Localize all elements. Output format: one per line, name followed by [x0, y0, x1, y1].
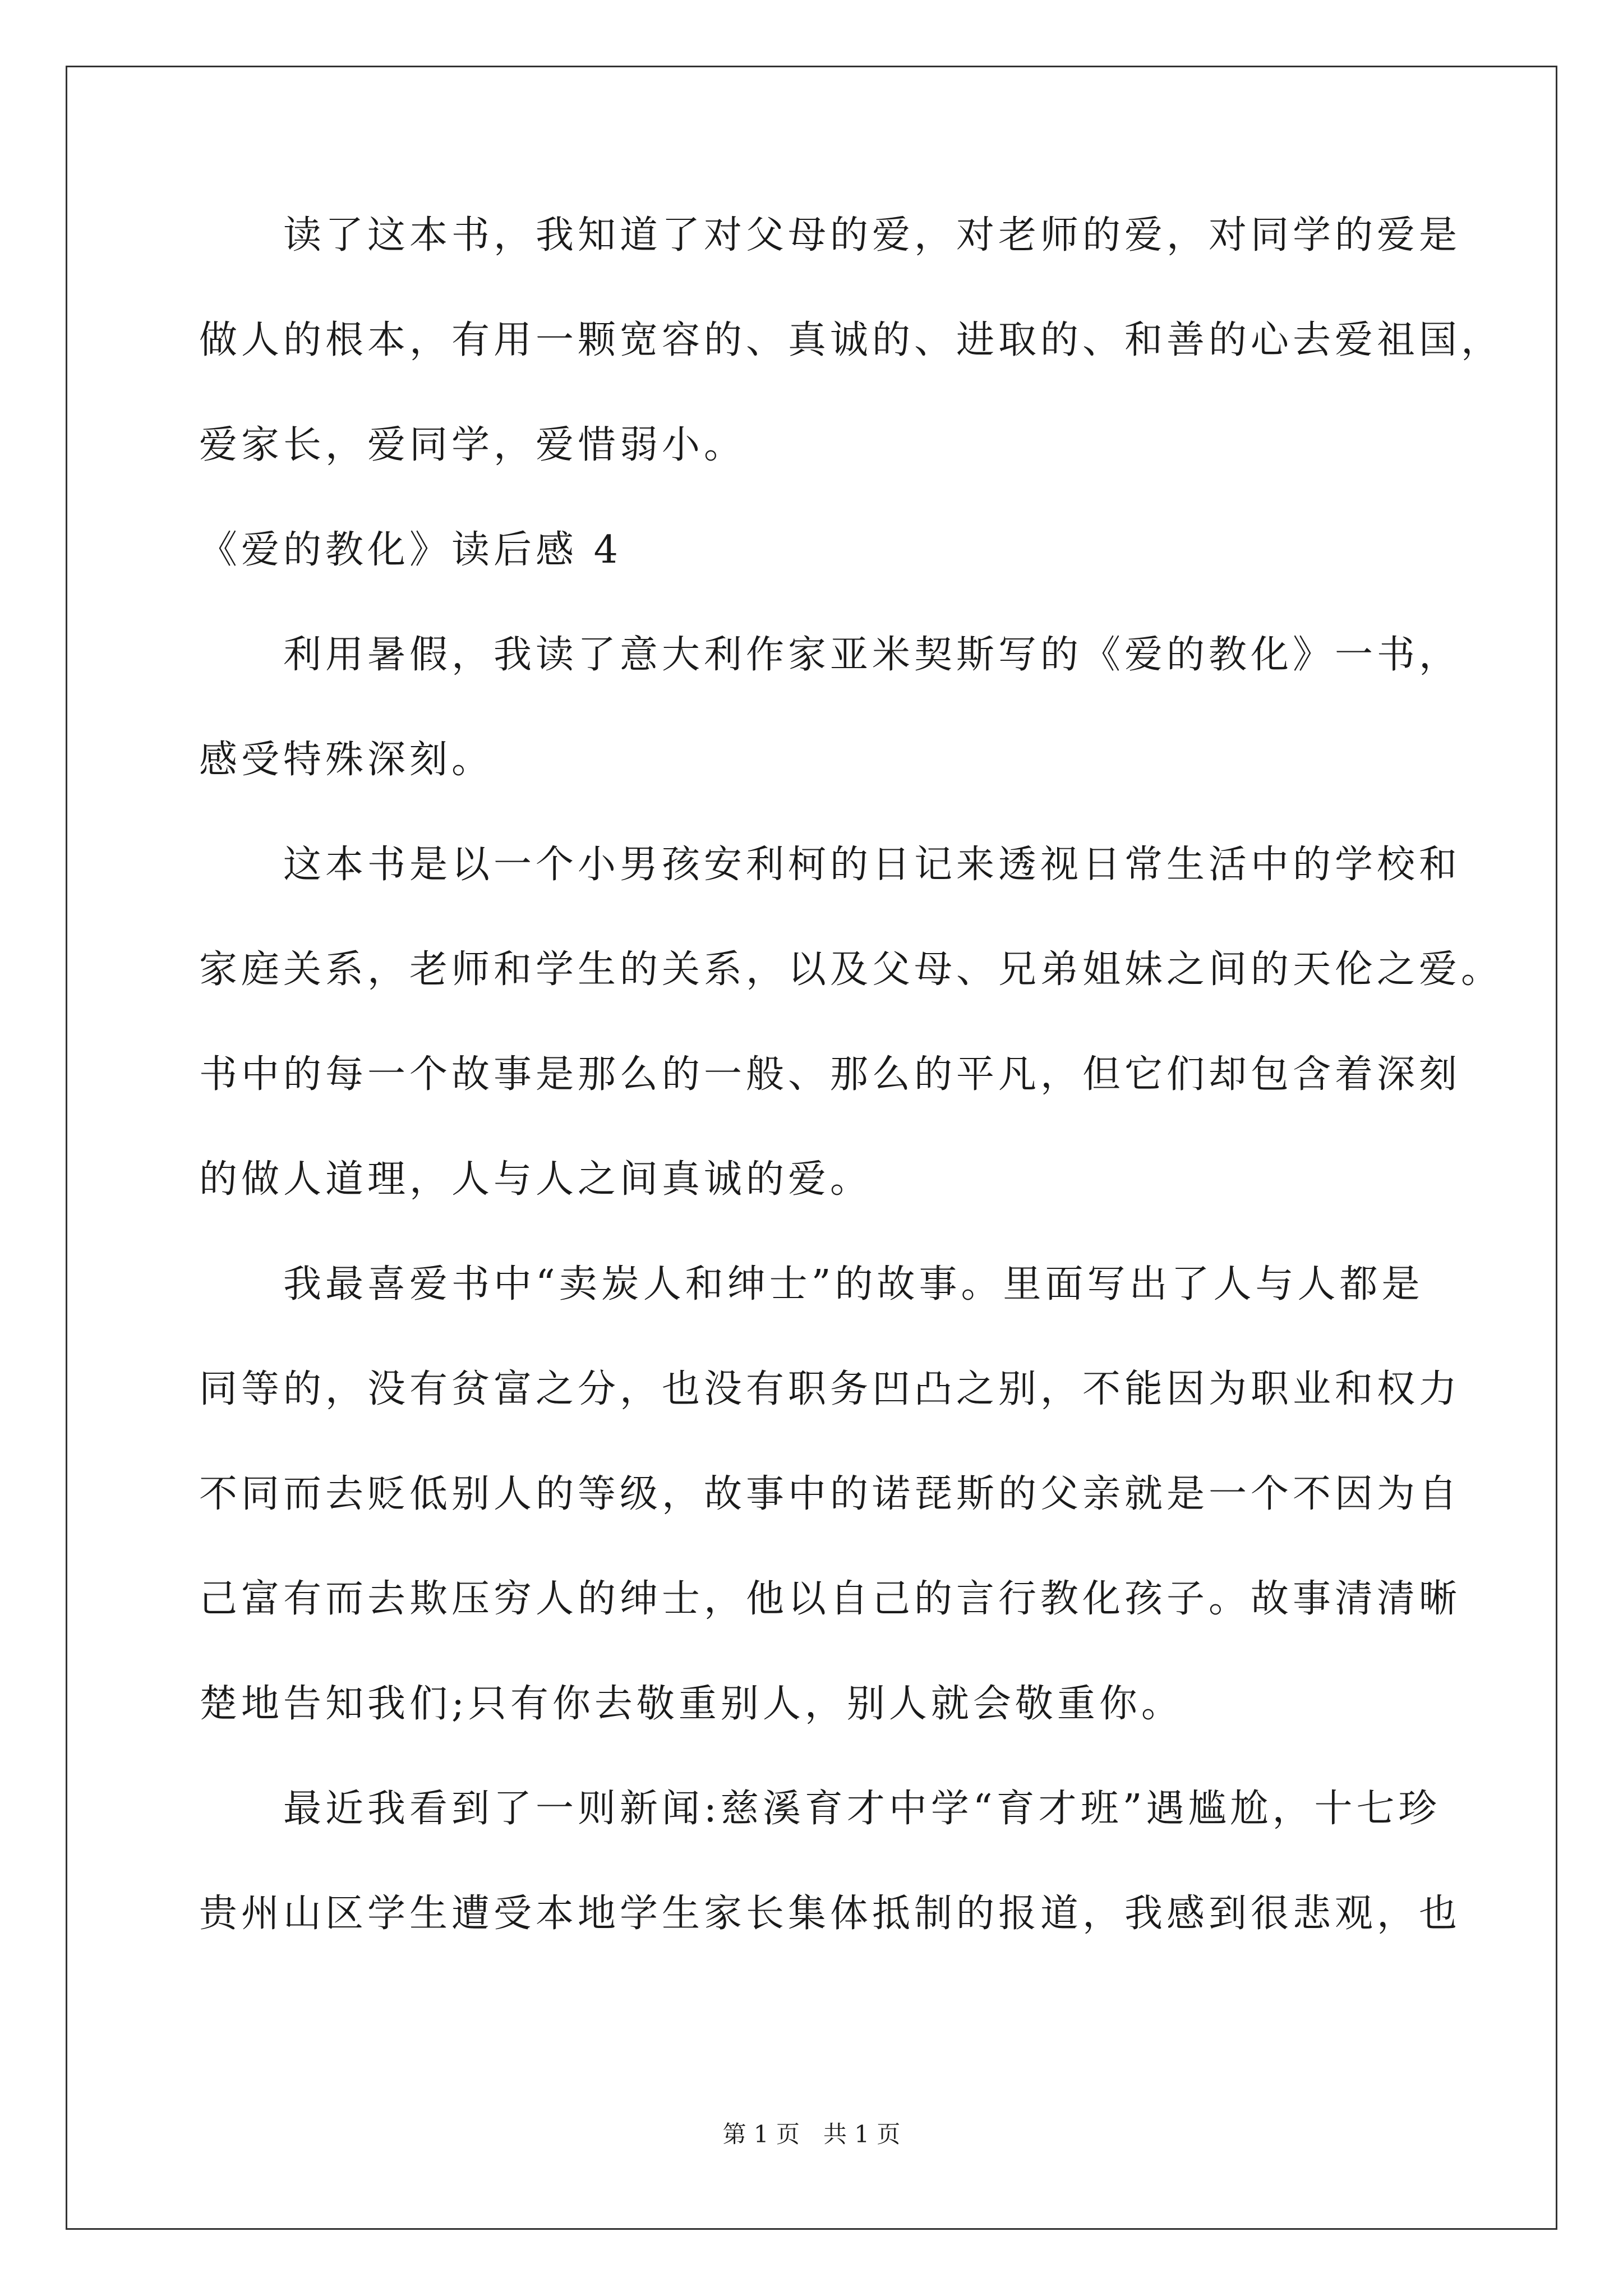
text-line: 书中的每一个故事是那么的一般、那么的平凡，但它们却包含着深刻 [199, 1052, 1461, 1097]
text-line: 贵州山区学生遭受本地学生家长集体抵制的报道，我感到很悲观，也 [199, 1892, 1461, 1936]
text-line: 这本书是以一个小男孩安利柯的日记来透视日常生活中的学校和 [199, 843, 1461, 887]
text-line: 楚地告知我们;只有你去敬重别人，别人就会敬重你。 [199, 1682, 1183, 1726]
text-line: 利用暑假，我读了意大利作家亚米契斯写的《爱的教化》一书， [199, 633, 1461, 677]
text-line: 家庭关系，老师和学生的关系，以及父母、兄弟姐妹之间的天伦之爱。 [199, 947, 1504, 992]
text-line: 己富有而去欺压穷人的绅士，他以自己的言行教化孩子。故事清清晰 [199, 1577, 1461, 1621]
text-line: 读了这本书，我知道了对父母的爱，对老师的爱，对同学的爱是 [199, 213, 1461, 257]
text-line: 最近我看到了一则新闻:慈溪育才中学“育才班”遇尴尬，十七珍 [199, 1787, 1441, 1831]
text-line: 我最喜爱书中“卖炭人和绅士”的故事。里面写出了人与人都是 [199, 1262, 1424, 1306]
page-footer: 第 1 页 共 1 页 [722, 2120, 901, 2148]
text-line: 感受特殊深刻。 [199, 738, 494, 782]
section-heading: 《爱的教化》读后感 4 [199, 528, 622, 572]
text-line: 同等的，没有贫富之分，也没有职务凹凸之别，不能因为职业和权力 [199, 1367, 1461, 1411]
text-line: 做人的根本，有用一颗宽容的、真诚的、进取的、和善的心去爱祖国， [199, 318, 1504, 362]
text-line: 的做人道理，人与人之间真诚的爱。 [199, 1157, 873, 1202]
text-line: 不同而去贬低别人的等级，故事中的诺琵斯的父亲就是一个不因为自 [199, 1472, 1461, 1516]
text-line: 爱家长，爱同学，爱惜弱小。 [199, 423, 746, 467]
